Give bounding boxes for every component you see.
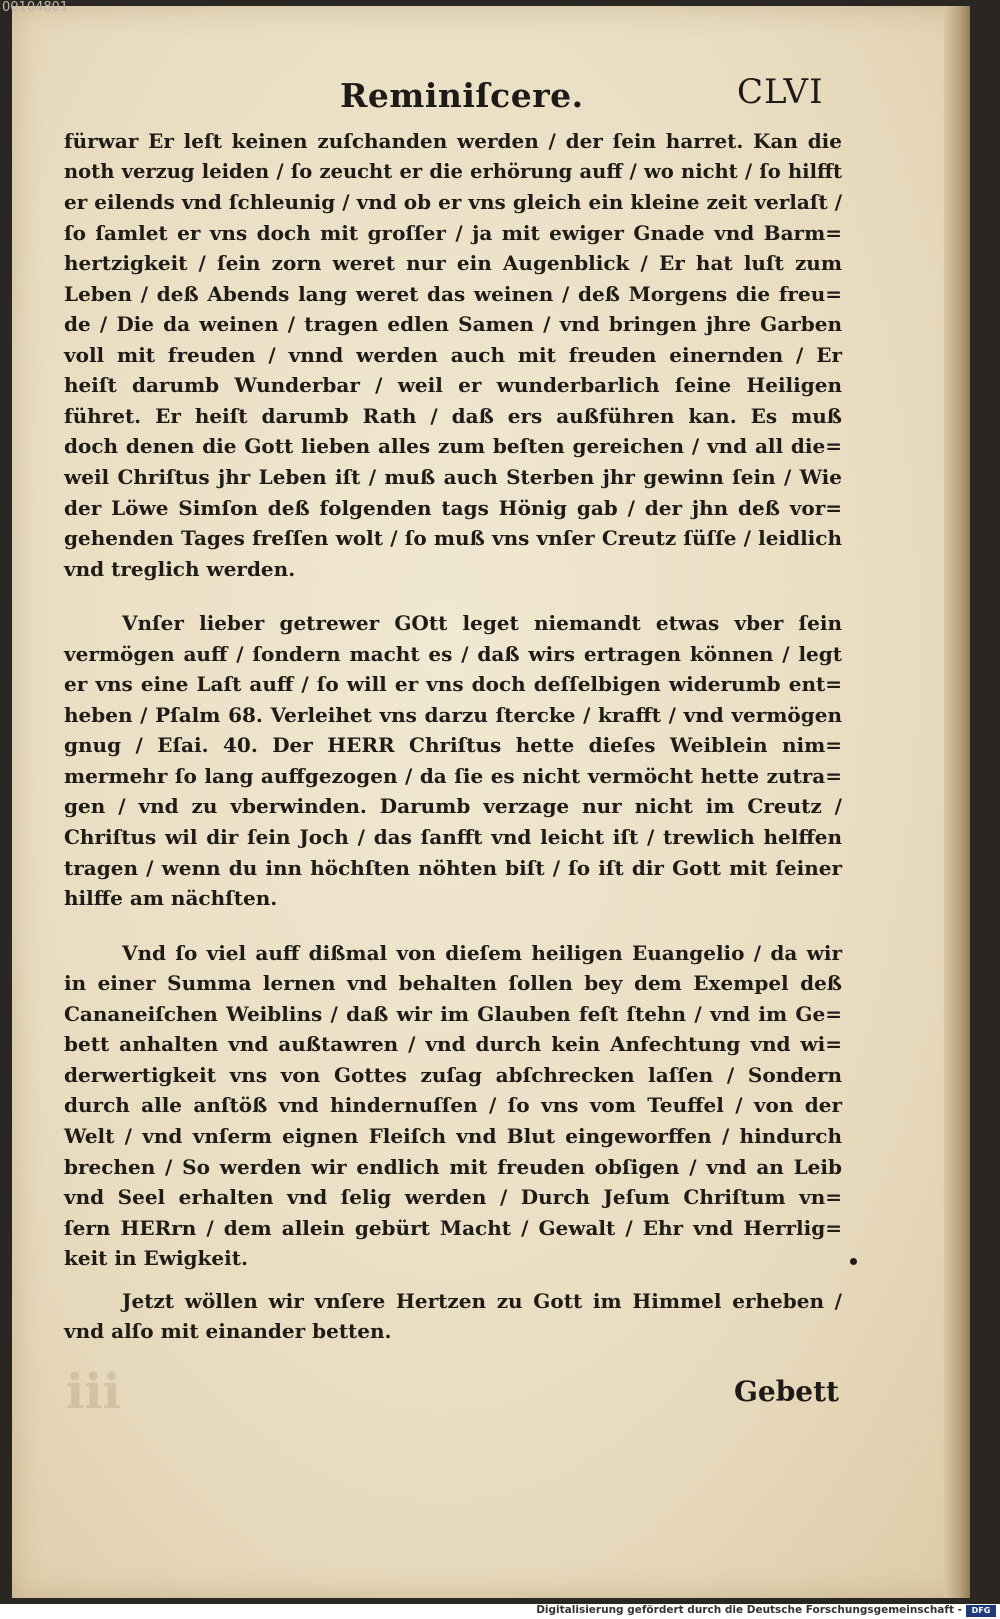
paragraph <box>64 608 842 913</box>
folio-number: CLVI <box>737 72 824 112</box>
text-line: hilffe am nächſten. <box>64 886 278 911</box>
paragraph <box>64 1286 842 1347</box>
text-line: führet. Er heiſt darumb Rath / daß ers außführen kan. Es muß <box>64 403 842 428</box>
dfg-logo: DFG <box>966 1605 996 1617</box>
text-line: bett anhalten vnd außtawren / vnd durch kein Anfechtung vnd wi= <box>64 1032 842 1057</box>
text-line: Leben / deß Abends lang weret das weinen / deß Morgens die freu= <box>64 281 842 306</box>
catalog-id: 00104801 <box>2 0 69 15</box>
running-title: Reminiſcere. <box>340 76 584 115</box>
text-line: brechen / So werden wir endlich mit freuden obſigen / vnd an Leib <box>64 1154 842 1179</box>
page-gutter <box>944 6 970 1598</box>
paragraph <box>64 126 842 584</box>
paragraph <box>64 938 842 1274</box>
page-header <box>0 72 1000 120</box>
text-line: Vnd ſo viel auff dißmal von dieſem heiligen Euangelio / da wir <box>122 940 842 965</box>
text-line: tragen / wenn du inn höchſten nöhten biſt / ſo iſt dir Gott mit ſeiner <box>64 855 842 880</box>
paragraph-gap <box>64 914 842 938</box>
text-line: Chriſtus wil dir ſein Joch / das ſanfft vnd leicht iſt / trewlich helffen <box>64 825 842 850</box>
margin-mark <box>850 1258 857 1265</box>
show-through-smudge: iii <box>66 1364 121 1420</box>
text-line: heiſt darumb Wunderbar / weil er wunderbarlich ſeine Heiligen <box>64 373 842 398</box>
paragraph-gap <box>64 584 842 608</box>
text-line: vnd alſo mit einander betten. <box>64 1319 392 1344</box>
text-line: ſo ſamlet er vns doch mit groſſer / ja mit ewiger Gnade vnd Barm= <box>64 220 842 245</box>
paragraph-gap <box>64 1274 842 1286</box>
text-line: er eilends vnd ſchleunig / vnd ob er vns gleich ein kleine zeit verlaſt / <box>64 190 842 215</box>
text-line: vnd Seel erhalten vnd ſelig werden / Durch Jeſum Chriſtum vn= <box>64 1185 842 1210</box>
text-line: de / Die da weinen / tragen edlen Samen / vnd bringen jhre Garben <box>64 312 842 337</box>
text-line: derwertigkeit vns von Gottes zuſag abſchrecken laſſen / Sondern <box>64 1062 842 1087</box>
text-line: Jetzt wöllen wir vnſere Hertzen zu Gott im Himmel erheben / <box>122 1288 842 1313</box>
funding-credit: Digitalisierung gefördert durch die Deutsche Forschungsgemeinschaft - <box>536 1604 962 1616</box>
text-line: weil Chriſtus jhr Leben iſt / muß auch Sterben jhr gewinn ſein / Wie <box>64 465 842 490</box>
text-line: vnd treglich werden. <box>64 556 296 581</box>
text-line: durch alle anſtöß vnd hindernuſſen / ſo vns vom Teuffel / von der <box>64 1093 842 1118</box>
text-line: Vnſer lieber getrewer GOtt leget niemandt etwas vber ſein <box>122 611 842 636</box>
text-line: der Löwe Simſon deß folgenden tags Hönig gab / der jhn deß vor= <box>64 495 842 520</box>
body-text <box>64 126 842 1347</box>
text-line: er vns eine Laſt auff / ſo will er vns doch deſſelbigen widerumb ent= <box>64 672 842 697</box>
text-line: in einer Summa lernen vnd behalten ſollen bey dem Exempel deß <box>64 971 842 996</box>
text-line: heben / Pſalm 68. Verleihet vns darzu ſtercke / krafft / vnd vermögen <box>64 702 842 727</box>
text-line: doch denen die Gott lieben alles zum beſten gereichen / vnd all die= <box>64 434 842 459</box>
text-line: keit in Ewigkeit. <box>64 1246 248 1271</box>
catchword: Gebett <box>734 1375 839 1408</box>
text-line: mermehr ſo lang auffgezogen / da ſie es nicht vermöcht hette zutra= <box>64 763 842 788</box>
text-line: voll mit freuden / vnnd werden auch mit freuden einernden / Er <box>64 342 842 367</box>
text-line: Cananeiſchen Weiblins / daß wir im Glauben feſt ſtehn / vnd im Ge= <box>64 1001 842 1026</box>
text-line: vermögen auff / ſondern macht es / daß wirs ertragen können / legt <box>64 641 842 666</box>
footer-bar <box>0 1604 1000 1619</box>
text-line: Welt / vnd vnſerm eignen Fleiſch vnd Blut eingeworffen / hindurch <box>64 1123 842 1148</box>
text-line: fürwar Er leſt keinen zuſchanden werden / der ſein harret. Kan die <box>64 129 842 153</box>
text-line: gehenden Tages freſſen wolt / ſo muß vns vnſer Creutz ſüſſe / leidlich <box>64 526 842 551</box>
text-line: hertzigkeit / ſein zorn weret nur ein Augenblick / Er hat luſt zum <box>64 251 842 276</box>
text-line: gnug / Eſai. 40. Der HERR Chriſtus hette dieſes Weiblein nim= <box>64 733 842 758</box>
text-line: noth verzug leiden / ſo zeucht er die erhörung auff / wo nicht / ſo hilfft <box>64 159 842 183</box>
text-line: gen / vnd zu vberwinden. Darumb verzage nur nicht im Creutz / <box>64 794 842 819</box>
text-line: ſern HERrn / dem allein gebürt Macht / Gewalt / Ehr vnd Herrlig= <box>64 1215 842 1240</box>
